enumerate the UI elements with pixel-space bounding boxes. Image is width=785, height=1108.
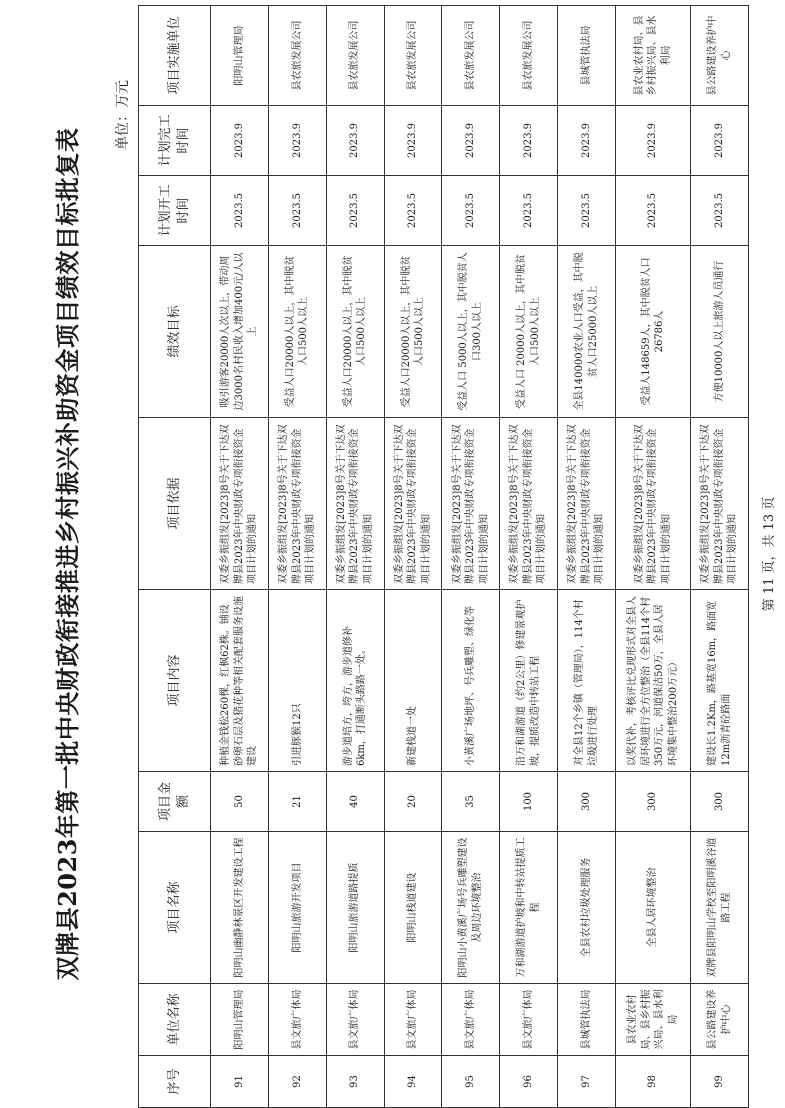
cell-unit: 县文旅广体局 — [326, 984, 384, 1056]
cell-amount: 300 — [616, 772, 691, 832]
cell-start: 2023.5 — [211, 176, 269, 246]
cell-end: 2023.9 — [500, 106, 558, 176]
header-end: 计划完工时间 — [139, 106, 211, 176]
cell-seq: 93 — [326, 1056, 384, 1108]
cell-amount: 35 — [442, 772, 500, 832]
cell-end: 2023.9 — [691, 106, 749, 176]
table-row — [616, 6, 691, 1108]
cell-name: 双牌县阳明山学校至阳明溪谷道路工程 — [691, 832, 749, 984]
cell-basis: 双委乡振组发[2023]8号关于下达双牌县2023年中央财政专项衔接资金项目计划的通知 — [384, 418, 442, 590]
cell-name: 阳明山栈道建设 — [384, 832, 442, 984]
cell-unit: 县文旅广体局 — [268, 984, 326, 1056]
cell-impl: 县农旅发展公司 — [442, 6, 500, 106]
cell-seq: 97 — [558, 1056, 616, 1108]
header-impl: 项目实施单位 — [139, 6, 211, 106]
cell-unit: 县农业农村局、县乡村振兴局、县水利局 — [616, 984, 691, 1056]
cell-name: 万和湖游道护坡和中转站提质工程 — [500, 832, 558, 984]
cell-target: 方便10000人以上旅游人员通行 — [691, 246, 749, 418]
table-row — [500, 6, 558, 1108]
cell-content: 建设长1.2Km，路基宽16m，路面宽12m沥青砼路面 — [691, 590, 749, 772]
header-content: 项目内容 — [139, 590, 211, 772]
cell-impl: 县农旅发展公司 — [500, 6, 558, 106]
cell-start: 2023.5 — [326, 176, 384, 246]
cell-end: 2023.9 — [616, 106, 691, 176]
cell-name: 阳明山旅游道路提质 — [326, 832, 384, 984]
cell-impl: 县农旅发展公司 — [384, 6, 442, 106]
cell-amount: 100 — [500, 772, 558, 832]
cell-impl: 县农旅发展公司 — [326, 6, 384, 106]
header-unit: 单位名称 — [139, 984, 211, 1056]
page-footer: 第 11 页，共 13 页 — [762, 496, 777, 612]
cell-target: 受益人口20000人以上，其中脱贫人口500人以上 — [326, 246, 384, 418]
header-seq: 序号 — [139, 1056, 211, 1108]
cell-target: 受益人口20000人以上，其中脱贫人口500人以上 — [384, 246, 442, 418]
cell-basis: 双委乡振组发[2023]8号关于下达双牌县2023年中央财政专项衔接资金项目计划的通知 — [616, 418, 691, 590]
table-row — [558, 6, 616, 1108]
table-row — [211, 6, 269, 1108]
cell-basis: 双委乡振组发[2023]8号关于下达双牌县2023年中央财政专项衔接资金项目计划的通知 — [211, 418, 269, 590]
cell-amount: 300 — [558, 772, 616, 832]
cell-impl: 县城管执法局 — [558, 6, 616, 106]
cell-start: 2023.5 — [691, 176, 749, 246]
cell-amount: 300 — [691, 772, 749, 832]
cell-unit: 阳明山管理局 — [211, 984, 269, 1056]
cell-start: 2023.5 — [616, 176, 691, 246]
cell-start: 2023.5 — [268, 176, 326, 246]
cell-basis: 双委乡振组发[2023]8号关于下达双牌县2023年中央财政专项衔接资金项目计划的通知 — [558, 418, 616, 590]
document-title: 双牌县2023年第一批中央财政衔接推进乡村振兴补助资金项目绩效目标批复表 — [53, 127, 82, 981]
cell-end: 2023.9 — [442, 106, 500, 176]
cell-basis: 双委乡振组发[2023]8号关于下达双牌县2023年中央财政专项衔接资金项目计划的通知 — [326, 418, 384, 590]
cell-impl: 县公路建设养护中心 — [691, 6, 749, 106]
cell-content: 小黄溪广场地坪、号兵雕塑、绿化等 — [442, 590, 500, 772]
cell-content: 种植金钱松260棵，红枫62株。铺设砂卵石层及猪花种等相关配套服务设施建设 — [211, 590, 269, 772]
table-row — [384, 6, 442, 1108]
cell-target: 吸引游客20000人次以上，带动周边3000名村民收入增加400元/人以上 — [211, 246, 269, 418]
cell-seq: 98 — [616, 1056, 691, 1108]
table-row — [268, 6, 326, 1108]
cell-seq: 96 — [500, 1056, 558, 1108]
header-start: 计划开工时间 — [139, 176, 211, 246]
cell-unit: 县城管执法局 — [558, 984, 616, 1056]
cell-basis: 双委乡振组发[2023]8号关于下达双牌县2023年中央财政专项衔接资金项目计划的通知 — [442, 418, 500, 590]
cell-content: 引进豚猴12只 — [268, 590, 326, 772]
cell-content: 沿万和湖游道（约2公里）修建景观护坡，提质改造中转站工程 — [500, 590, 558, 772]
cell-start: 2023.5 — [442, 176, 500, 246]
cell-end: 2023.9 — [384, 106, 442, 176]
cell-name: 阳明山旅游开发项目 — [268, 832, 326, 984]
cell-end: 2023.9 — [211, 106, 269, 176]
cell-amount: 20 — [384, 772, 442, 832]
cell-target: 受益人口 20000人以上，其中脱贫人口500人以上 — [500, 246, 558, 418]
cell-target: 受益人148659人，其中脱贫人口26786人 — [616, 246, 691, 418]
cell-impl: 阳明山管理局 — [211, 6, 269, 106]
cell-amount: 21 — [268, 772, 326, 832]
cell-impl: 县农业农村局、县乡村振兴局、县水利局 — [616, 6, 691, 106]
cell-seq: 92 — [268, 1056, 326, 1108]
cell-seq: 95 — [442, 1056, 500, 1108]
cell-content: 以奖代补，考核评比兑现形式对全县人居环境进行全方位整治（全县114个村350万元，河道保洁50万，全县人居环境集中整治200万元） — [616, 590, 691, 772]
cell-basis: 双委乡振组发[2023]8号关于下达双牌县2023年中央财政专项衔接资金项目计划的通知 — [268, 418, 326, 590]
cell-basis: 双委乡振组发[2023]8号关于下达双牌县2023年中央财政专项衔接资金项目计划的通知 — [691, 418, 749, 590]
header-basis: 项目依据 — [139, 418, 211, 590]
cell-impl: 县农旅发展公司 — [268, 6, 326, 106]
header-amount: 项目金额 — [139, 772, 211, 832]
header-name: 项目名称 — [139, 832, 211, 984]
cell-unit: 县公路建设养护中心 — [691, 984, 749, 1056]
cell-content: 新建栈道一处 — [384, 590, 442, 772]
cell-content: 游步道培方，垮方，游步道修补6km，打通断头路路一处。 — [326, 590, 384, 772]
cell-name: 阳明山幽静林景区开发建设工程 — [211, 832, 269, 984]
cell-end: 2023.9 — [558, 106, 616, 176]
cell-amount: 50 — [211, 772, 269, 832]
cell-seq: 94 — [384, 1056, 442, 1108]
cell-end: 2023.9 — [326, 106, 384, 176]
table-row — [442, 6, 500, 1108]
cell-seq: 91 — [211, 1056, 269, 1108]
table-header-row — [139, 6, 211, 1108]
cell-start: 2023.5 — [558, 176, 616, 246]
cell-target: 全县140000农业人口受益，其中脱贫人口25000人以上 — [558, 246, 616, 418]
unit-label: 单位：万元 — [115, 80, 131, 150]
cell-target: 受益人口 5000人以上，其中脱贫人口300人以上 — [442, 246, 500, 418]
cell-start: 2023.5 — [384, 176, 442, 246]
cell-amount: 40 — [326, 772, 384, 832]
cell-basis: 双委乡振组发[2023]8号关于下达双牌县2023年中央财政专项衔接资金项目计划的通知 — [500, 418, 558, 590]
cell-content: 对全县12个乡镇（管理局），114个村垃圾进行处理 — [558, 590, 616, 772]
cell-name: 全县农村垃圾处理服务 — [558, 832, 616, 984]
approval-table — [138, 5, 749, 1108]
cell-start: 2023.5 — [500, 176, 558, 246]
cell-seq: 99 — [691, 1056, 749, 1108]
cell-unit: 县文旅广体局 — [442, 984, 500, 1056]
header-target: 绩效目标 — [139, 246, 211, 418]
table-row — [326, 6, 384, 1108]
cell-name: 全县人居环境整治 — [616, 832, 691, 984]
cell-unit: 县文旅广体局 — [384, 984, 442, 1056]
approval-table-container — [138, 8, 749, 1108]
cell-end: 2023.9 — [268, 106, 326, 176]
cell-unit: 县文旅广体局 — [500, 984, 558, 1056]
table-row — [691, 6, 749, 1108]
cell-name: 阳明山小黄溪广场号兵雕塑建设及周边环境整治 — [442, 832, 500, 984]
cell-target: 受益人口20000人以上，其中脱贫人口500人以上 — [268, 246, 326, 418]
